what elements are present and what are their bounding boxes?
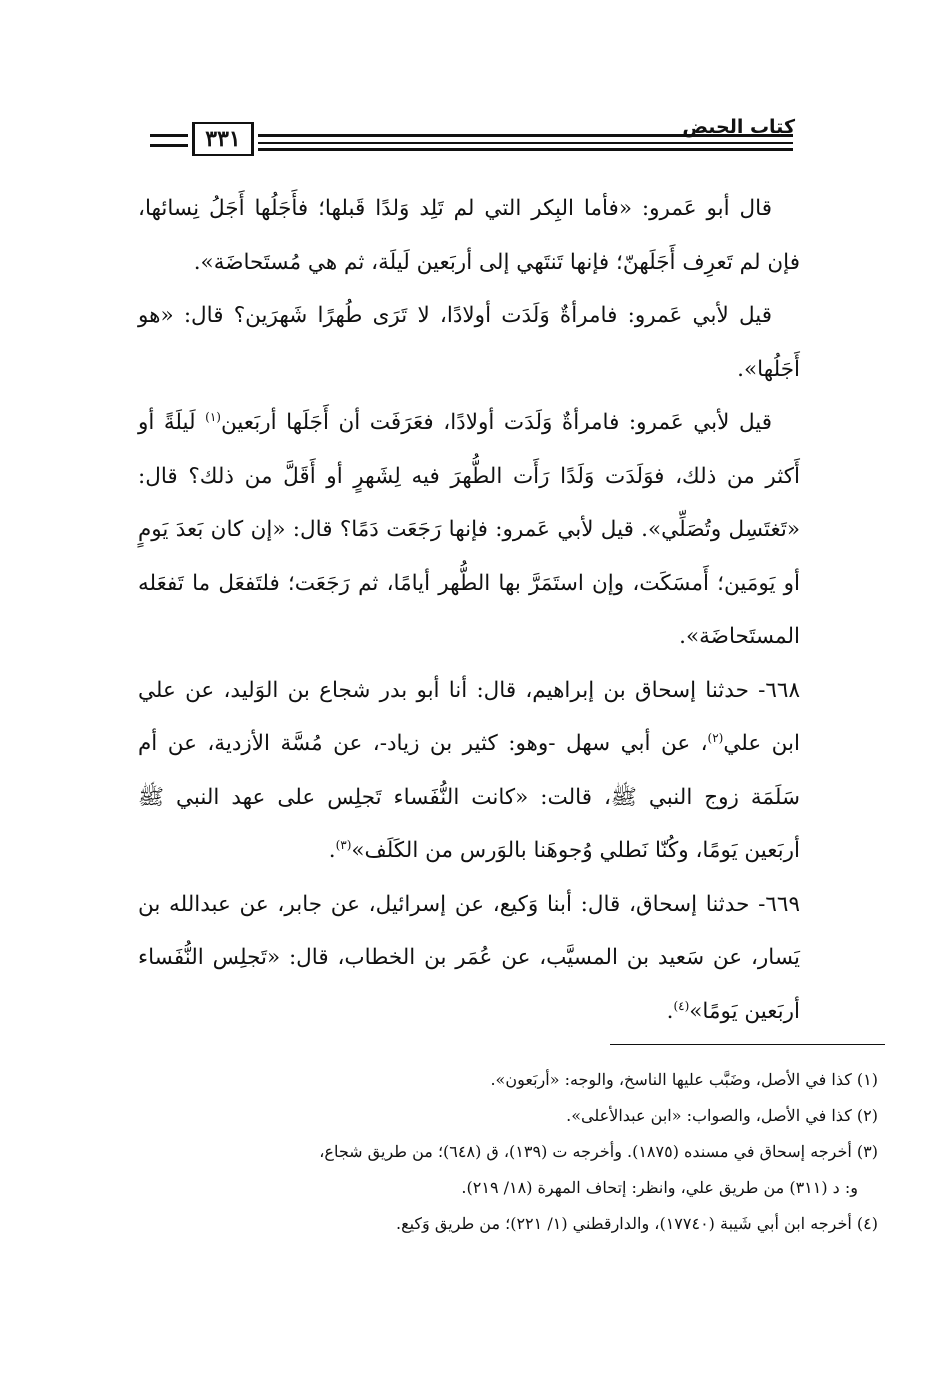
page-number: ٣٣١ xyxy=(192,122,254,156)
footnote-separator xyxy=(610,1044,885,1045)
footnote-ref: (٤) xyxy=(673,998,690,1013)
footnote: (١) كذا في الأصل، وضَبَّب عليها الناسخ، والوجه: «أربَعون». xyxy=(490,1070,878,1089)
header-rule xyxy=(150,134,188,137)
hadith-668: ٦٦٨- حدثنا إسحاق بن إبراهيم، قال: أنا أبو بدر شجاع بن الوَليد، عن علي ابن علي$^{(٢)}$، عن أبي سهل -وهو: كثير بن زياد-، عن مُسَّة الأزدية، عن أم سَلَمَة زوج النبي ﷺ، قالت: «كانت النُّفَساء تَجلِس على عهد النبي ﷺ أربَعين يَومًا، وكُنّا نَطلي وُجوهَنا بالوَرس من الكَلَف»$^{(٣)}$. xyxy=(138,677,800,863)
footnote: (٣) أخرجه إسحاق في مسنده (١٨٧٥). وأخرجه ت (١٣٩)، ق (٦٤٨)؛ من طريق شجاع، xyxy=(319,1142,878,1161)
header-rule xyxy=(258,148,793,151)
paragraph-text: ٦٦٨- حدثنا إسحاق بن إبراهيم، قال: أنا أبو بدر شجاع بن الوَليد، عن علي ابن علي xyxy=(138,677,800,756)
main-text xyxy=(138,182,800,1038)
footnote-continuation: و: د (٣١١) من طريق علي، وانظر: إتحاف المهرة (١٨/ ٢١٩). xyxy=(461,1178,858,1197)
footnote: (٢) كذا في الأصل، والصواب: «ابن عبدالأعلى». xyxy=(566,1106,878,1125)
paragraph: قيل لأبي عَمرو: فامرأةٌ وَلَدَت أولادًا، لا تَرَى طُهرًا شَهرَين؟ قال: «هو أَجَلُها». xyxy=(138,303,800,382)
hadith-669: ٦٦٩- حدثنا إسحاق، قال: أبنا وَكيع، عن إسرائيل، عن جابر، عن عبدالله بن يَسار، عن سَعيد بن المسيَّب، عن عُمَر بن الخطاب، قال: «تَجلِس النُّفَساء أربَعين يَومًا»$^{(٤)}$. xyxy=(138,891,800,1024)
paragraph-text: قيل لأبي عَمرو: فامرأةٌ وَلَدَت أولادًا، فعَرَفَت أن أَجَلَها أربَعين xyxy=(220,410,772,435)
header-rule xyxy=(150,144,188,147)
book-title: كتاب الحيض xyxy=(682,116,795,138)
footnotes xyxy=(130,1062,878,1242)
footnote: (٤) أخرجه ابن أبي شَيبة (١٧٧٤٠)، والدارقطني (١/ ٢٢١)؛ من طريق وَكيع. xyxy=(395,1214,878,1233)
footnote-ref: (١) xyxy=(205,409,221,424)
footnote-ref: (٣) xyxy=(335,837,352,852)
paragraph-text: ٦٦٩- حدثنا إسحاق، قال: أبنا وَكيع، عن إسرائيل، عن جابر، عن عبدالله بن يَسار، عن سَعيد بن المسيَّب، عن عُمَر بن الخطاب، قال: «تَجلِس النُّفَساء أربَعين يَومًا» xyxy=(138,891,800,1024)
running-header xyxy=(0,112,935,162)
paragraph: قال أبو عَمرو: «فأما البِكر التي لم تَلِد وَلدًا قَبلها؛ فأَجَلُها أَجَلُ نِسائها، فإن لم تَعرِف أَجَلَهنّ؛ فإنها تَنتَهي إلى أربَعين لَيلَة، ثم هي مُستَحاضَة». xyxy=(138,196,800,275)
paragraph xyxy=(138,396,800,664)
footnote-ref: (٢) xyxy=(707,730,724,745)
paragraph-text: لَيلَةً أو أَكثر من ذلك، فوَلَدَت وَلَدًا رَأَت الطُّهرَ فيه لِشَهرٍ أو أَقَلَّ من ذلك؟ قال: «تَغتَسِل وتُصَلِّي». قيل لأبي عَمرو: فإنها رَجَعَت دَمًا؟ قال: «إن كان بَعدَ يَومٍ أو يَومَين؛ أَمسَكَت، وإن استَمَرَّ بها الطُّهر أيامًا، ثم رَجَعَت؛ فلتَفعَل ما تَفعَله المستَحاضَة». xyxy=(138,410,800,649)
paragraph-text: ، عن أبي سهل -وهو: كثير بن زياد-، عن مُسَّة الأزدية، عن أم سَلَمَة زوج النبي ﷺ، قالت: «كانت النُّفَساء تَجلِس على عهد النبي ﷺ أربَعين يَومًا، وكُنّا نَطلي وُجوهَنا بالوَرس من الكَلَف» xyxy=(138,731,800,863)
header-rule xyxy=(258,142,793,144)
